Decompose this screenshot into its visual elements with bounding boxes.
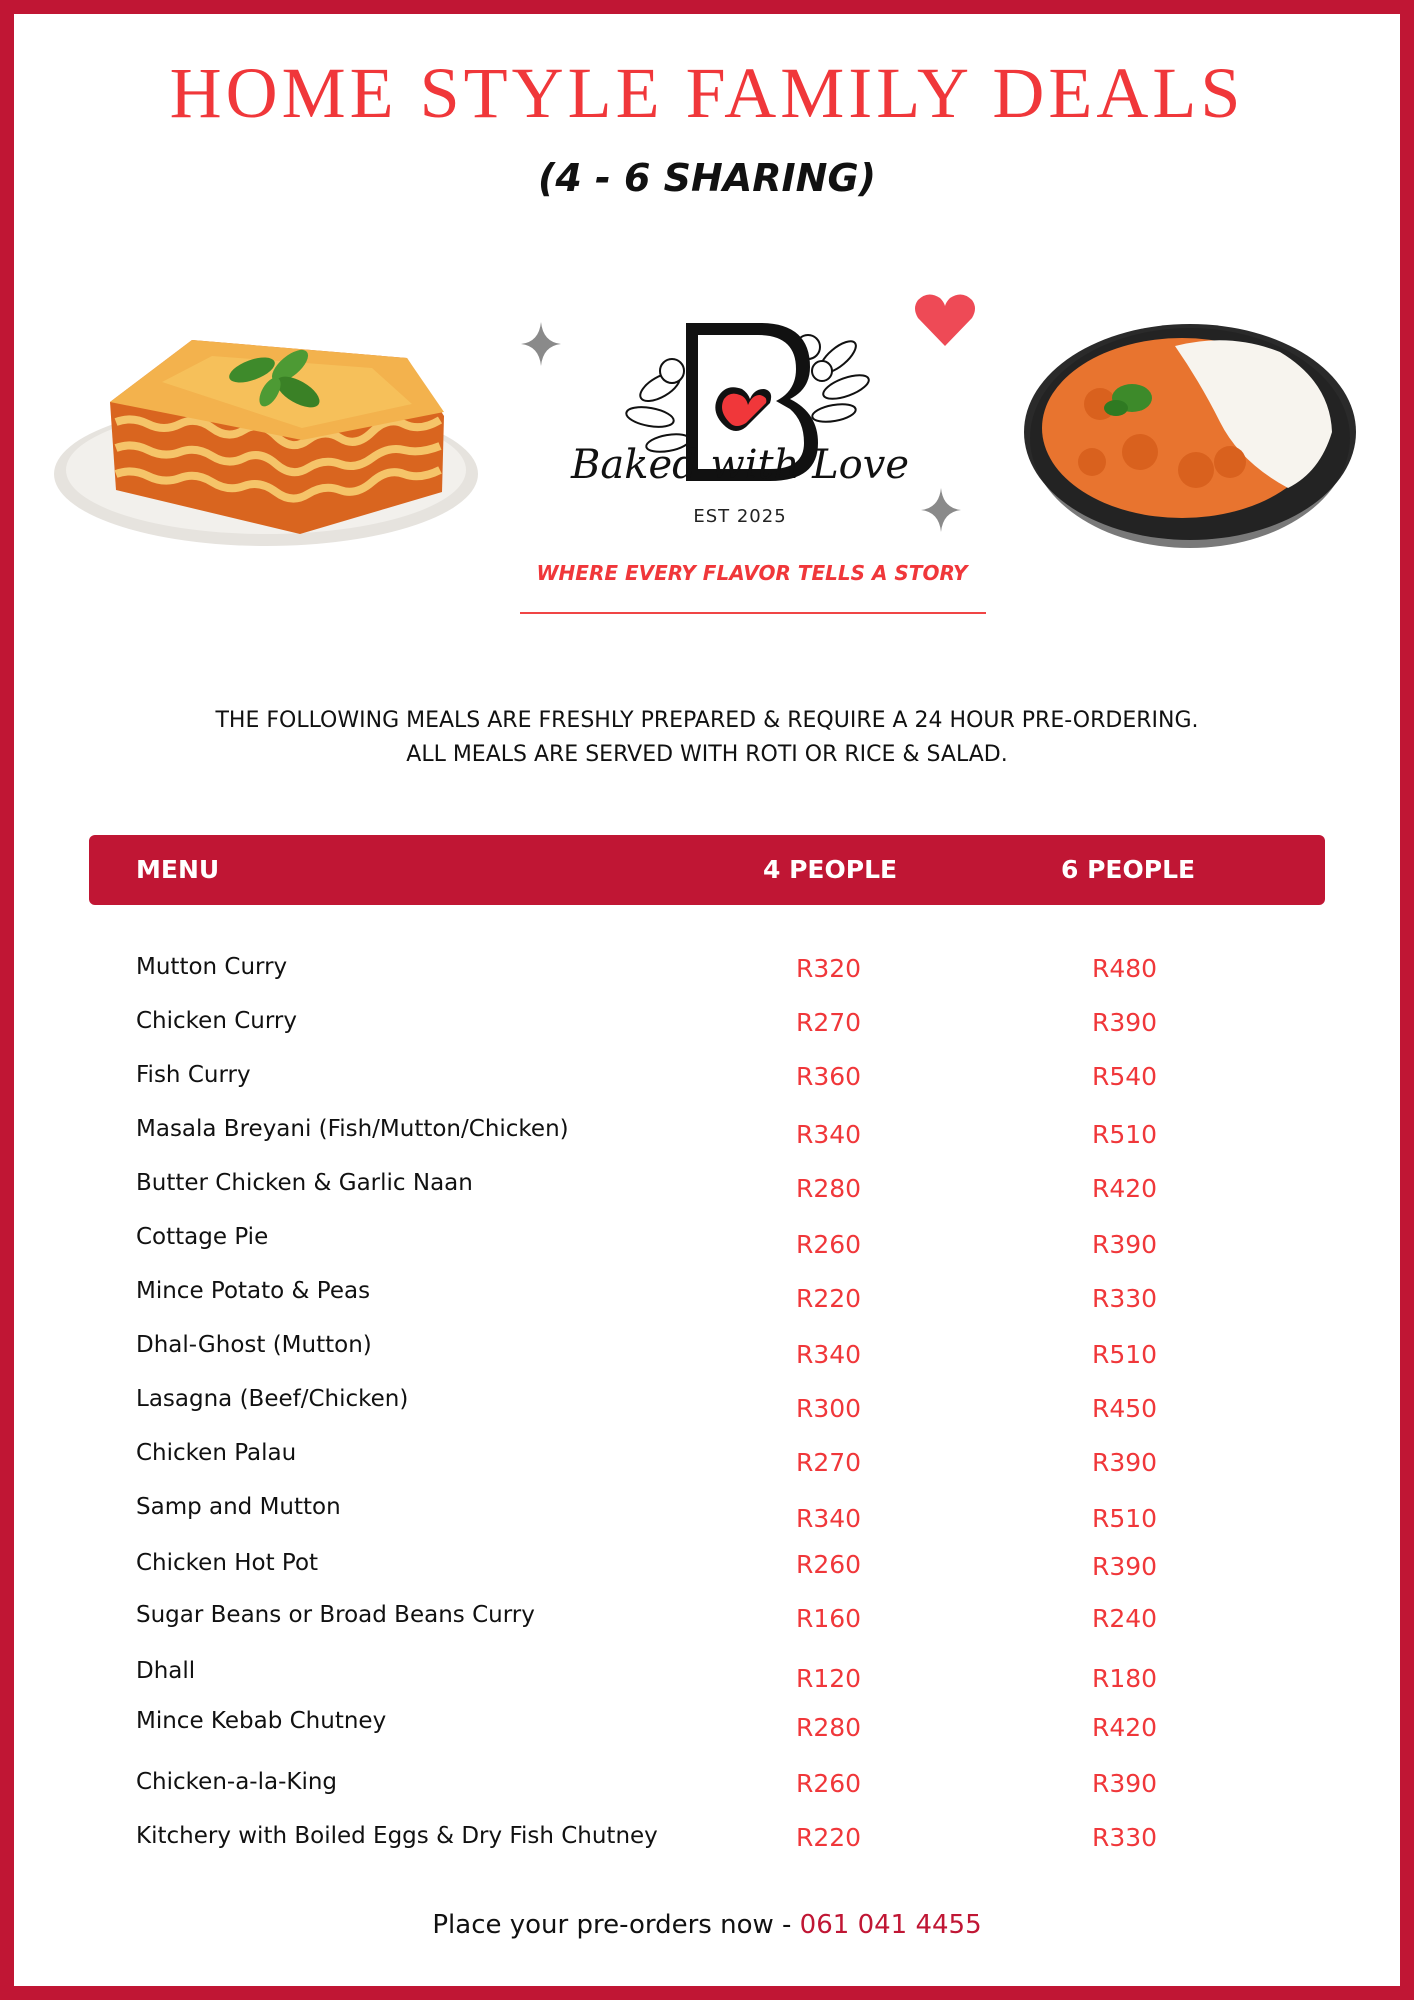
item-name: Butter Chicken & Garlic Naan (136, 1170, 473, 1196)
item-name: Dhal-Ghost (Mutton) (136, 1332, 372, 1358)
menu-row (136, 1550, 1286, 1590)
preorder-footer (0, 1910, 1414, 1940)
item-name: Sugar Beans or Broad Beans Curry (136, 1602, 535, 1628)
curry-image (1020, 312, 1360, 564)
item-name: Chicken Palau (136, 1440, 297, 1466)
price-6: R180 (1092, 1664, 1158, 1693)
price-6: R240 (1092, 1604, 1158, 1633)
price-4: R220 (796, 1823, 862, 1852)
item-name: Chicken Curry (136, 1008, 297, 1034)
header-6-people: 6 PEOPLE (1061, 855, 1196, 884)
menu-row (136, 1658, 1286, 1698)
menu-row (136, 954, 1286, 994)
item-name: Lasagna (Beef/Chicken) (136, 1386, 409, 1412)
price-6: R390 (1092, 1552, 1158, 1581)
item-name: Chicken-a-la-King (136, 1769, 338, 1795)
price-6: R540 (1092, 1062, 1158, 1091)
page-title: HOME STYLE FAMILY DEALS (169, 53, 1245, 133)
logo-wordmark: Baked with Love (571, 442, 909, 488)
notice-line-1: THE FOLLOWING MEALS ARE FRESHLY PREPARED & REQUIRE A 24 HOUR PRE-ORDERING. (215, 708, 1199, 733)
menu-row (136, 1823, 1286, 1863)
item-name: Kitchery with Boiled Eggs & Dry Fish Chutney (136, 1823, 658, 1849)
item-name: Dhall (136, 1658, 196, 1684)
logo-b-heart (590, 272, 890, 532)
menu-row (136, 1278, 1286, 1318)
sparkle-icon (520, 322, 562, 366)
menu-row (136, 1440, 1286, 1480)
phone-number-link[interactable]: 061 041 4455 (799, 1910, 982, 1940)
menu-row (136, 1170, 1286, 1210)
item-name: Cottage Pie (136, 1224, 269, 1250)
price-4: R340 (796, 1120, 862, 1149)
logo-established: EST 2025 (693, 506, 787, 527)
price-4: R280 (796, 1713, 862, 1742)
menu-row (136, 1062, 1286, 1102)
header-menu: MENU (136, 855, 220, 884)
price-4: R340 (796, 1340, 862, 1369)
menu-row (136, 1116, 1286, 1156)
item-name: Chicken Hot Pot (136, 1550, 319, 1576)
header-4-people: 4 PEOPLE (763, 855, 898, 884)
menu-row (136, 1224, 1286, 1264)
price-6: R390 (1092, 1448, 1158, 1477)
page-subtitle: (4 - 6 SHARING) (537, 156, 877, 200)
menu-row (136, 1708, 1286, 1748)
item-name: Fish Curry (136, 1062, 251, 1088)
price-4: R220 (796, 1284, 862, 1313)
price-6: R510 (1092, 1340, 1158, 1369)
price-4: R340 (796, 1504, 862, 1533)
price-6: R390 (1092, 1230, 1158, 1259)
preorder-notice (0, 704, 1414, 772)
price-4: R270 (796, 1448, 862, 1477)
price-4: R270 (796, 1008, 862, 1037)
item-name: Mince Potato & Peas (136, 1278, 371, 1304)
heart-icon (912, 292, 978, 348)
menu-row (136, 1494, 1286, 1534)
item-name: Mince Kebab Chutney (136, 1708, 387, 1734)
price-6: R510 (1092, 1504, 1158, 1533)
price-6: R330 (1092, 1823, 1158, 1852)
price-4: R300 (796, 1394, 862, 1423)
menu-row (136, 1332, 1286, 1372)
price-6: R480 (1092, 954, 1158, 983)
price-4: R120 (796, 1664, 862, 1693)
price-4: R160 (796, 1604, 862, 1633)
item-name: Mutton Curry (136, 954, 288, 980)
price-6: R390 (1092, 1008, 1158, 1037)
price-4: R260 (796, 1550, 862, 1579)
menu-row (136, 1386, 1286, 1426)
price-6: R390 (1092, 1769, 1158, 1798)
price-6: R420 (1092, 1713, 1158, 1742)
lasagna-image (52, 312, 484, 564)
tagline: WHERE EVERY FLAVOR TELLS A STORY (536, 561, 968, 585)
item-name: Samp and Mutton (136, 1494, 341, 1520)
tagline-divider (520, 612, 986, 614)
notice-line-2: ALL MEALS ARE SERVED WITH ROTI OR RICE & SALAD. (406, 742, 1008, 767)
footer-text: Place your pre-orders now - (432, 1910, 800, 1940)
sparkle-icon (920, 488, 962, 532)
price-6: R450 (1092, 1394, 1158, 1423)
price-6: R330 (1092, 1284, 1158, 1313)
price-6: R420 (1092, 1174, 1158, 1203)
price-4: R260 (796, 1230, 862, 1259)
price-4: R260 (796, 1769, 862, 1798)
menu-table-header (89, 835, 1325, 905)
menu-row (136, 1602, 1286, 1642)
menu-row (136, 1769, 1286, 1809)
price-6: R510 (1092, 1120, 1158, 1149)
price-4: R360 (796, 1062, 862, 1091)
item-name: Masala Breyani (Fish/Mutton/Chicken) (136, 1116, 569, 1142)
menu-row (136, 1008, 1286, 1048)
price-4: R320 (796, 954, 862, 983)
price-4: R280 (796, 1174, 862, 1203)
